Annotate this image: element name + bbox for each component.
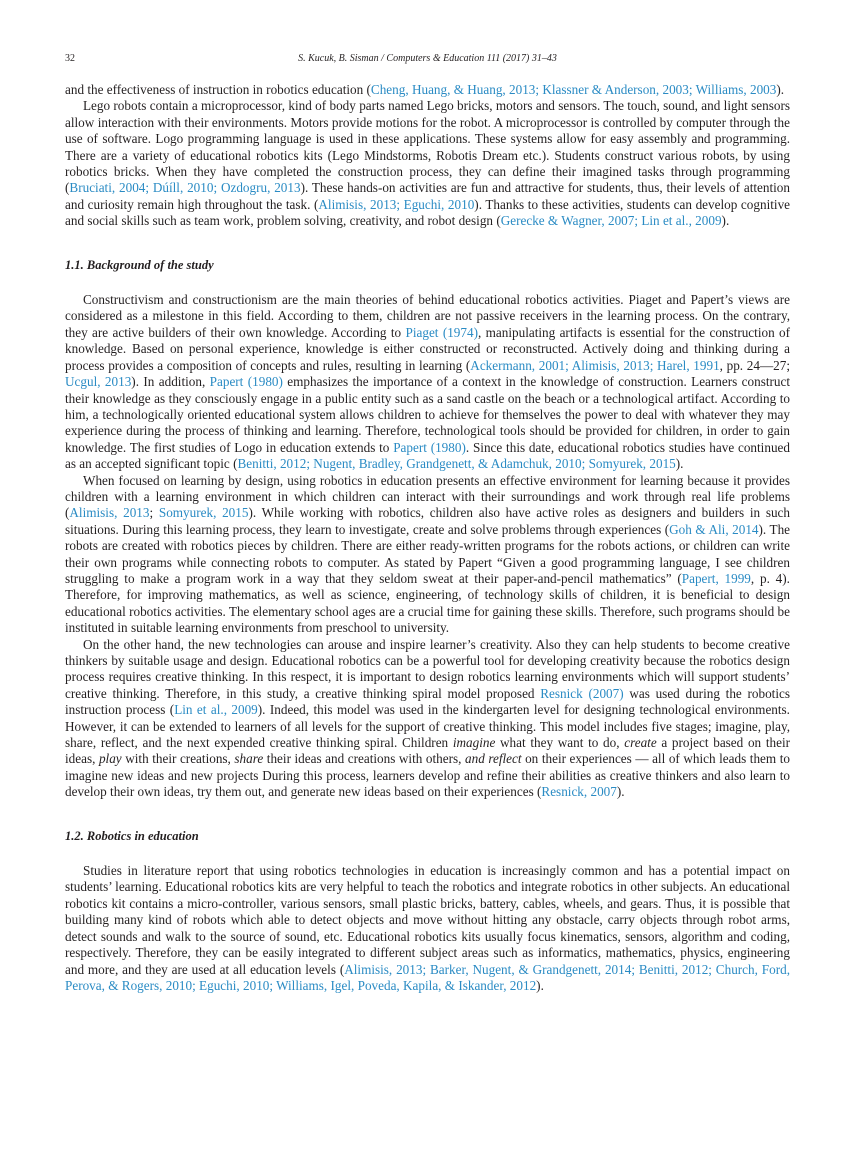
text-run: ). bbox=[776, 82, 785, 97]
text-run: and the effectiveness of instruction in robotics education ( bbox=[65, 82, 371, 97]
text-run: ). Indeed, this model was used in the kindergarten level for designing technological environments. However, it can be extended to learners of all levels for the support of creative thinking. This model includes five stages; imagine, play, share, reflect, and the next expended creative thinking spiral. Children bbox=[65, 702, 790, 751]
text-run: what they want to do, bbox=[495, 735, 625, 751]
citation-link[interactable]: Papert, 1999 bbox=[681, 570, 751, 586]
citation-link[interactable]: Resnick (2007) bbox=[540, 685, 624, 701]
text-run: a project based on their ideas, bbox=[65, 735, 790, 767]
text-run: ). While working with robotics, children also have active roles as designers and builders in such situations. During this learning process, they learn to investigate, create and solve problems through experiences ( bbox=[65, 505, 790, 537]
citation-link[interactable]: Bruciati, 2004; Dúíll, 2010; Ozdogru, 2013 bbox=[69, 180, 301, 196]
text-run: Studies in literature report that using robotics technologies in education is increasingly common and has a potential impact on students’ learning. Educational robotics kits are very helpful to teach the robotics and integrate robotics in other subjects. An educational robotics kit contains a micro-controller, various sensors, small plastic bricks, battery, cables, wheels, and gears. Thus, it is possible that building many kind of robots which able to detect objects and move without hitting any obstacle, carry objects through robot arms, detect sounds and walk to the source of sound, etc. Educational robotics kits usually focus kinematics, sensors, algorithm and coding, respectively. Therefore, they can be easily integrated to different subject areas such as informatics, mathematics, physics, engineering and more, and they are used at all education levels ( bbox=[65, 863, 790, 977]
text-run: , manipulating artifacts is essential for the construction of knowledge. Based on personal experience, knowledge is either constructed or reconstructed. Actively doing and thinking during a process provides a composition of concepts and rules, resulting in learning ( bbox=[65, 324, 791, 373]
text-run: On the other hand, the new technologies can arouse and inspire learner’s creativity. Also they can help students to become creative thinkers by suitable usage and design. Educational robotics can be a powerful tool for developing creativity because the robotics design process requires creative thinking. In this respect, it is important to design robotics learning environments which will support students’ creative thinking. Therefore, in this study, a creative thinking spiral model proposed bbox=[65, 636, 790, 701]
paragraph-continuation bbox=[65, 82, 790, 98]
citation-link[interactable]: Somyurek, 2015 bbox=[158, 505, 249, 521]
citation-link[interactable]: Papert (1980) bbox=[209, 374, 283, 390]
text-run: ). Thanks to these activities, students can develop cognitive and social skills such as team work, problem solving, creativity, and robot design ( bbox=[65, 196, 791, 229]
text-run: emphasizes the importance of a context in the knowledge of construction. Learners construct their knowledge as they consciously engage in a public entity such as a sand castle on the beach or a technological artifact. According to him, a technologically oriented educational system allows children to achieve for themselves the power to deal with whatever they may experience during the process of thinking and learning. Therefore, technological tools should be provided for children, in order to gain knowledge. The first studies of Logo in education extends to bbox=[65, 374, 790, 455]
paragraph-robotics-kits bbox=[65, 863, 790, 994]
citation-link[interactable]: Ucgul, 2013 bbox=[65, 374, 132, 390]
running-title: S. Kucuk, B. Sisman / Computers & Education 111 (2017) 31–43 bbox=[298, 53, 557, 64]
text-run: ; bbox=[149, 505, 159, 521]
text-run: , pp. 24—27; bbox=[719, 357, 790, 373]
section-heading-robotics-in-education: 1.2. Robotics in education bbox=[65, 828, 199, 843]
text-run: ). These hands-on activities are fun and attractive for students, thus, their levels of attention and curiosity remain high throughout the task. ( bbox=[65, 180, 790, 212]
paragraph-lego-robots bbox=[65, 98, 790, 229]
emphasis: play bbox=[98, 751, 122, 767]
text-run: ). bbox=[536, 977, 544, 993]
text-run: ). bbox=[721, 213, 730, 229]
emphasis: and reflect bbox=[465, 751, 522, 767]
citation-link[interactable]: Resnick, 2007 bbox=[541, 784, 617, 800]
citation-link[interactable]: Ackermann, 2001; Alimisis, 2013; Harel, 1991 bbox=[470, 357, 720, 373]
text-run: . Since this date, educational robotics studies have continued as an accepted significant topic ( bbox=[65, 439, 790, 472]
citation-link[interactable]: Papert (1980) bbox=[393, 439, 466, 455]
text-run: with their creations, bbox=[121, 751, 235, 767]
page-header bbox=[65, 53, 790, 67]
text-run: ). bbox=[616, 784, 625, 800]
text-run: on their experiences — all of which leads them to imagine new ideas and new projects During this process, learners develop and refine their abilities as creative thinkers and also learn to develop their own ideas, try them out, and generate new ideas based on their experiences ( bbox=[65, 751, 790, 800]
text-run: , p. 4). Therefore, for improving mathematics, as well as science, engineering, of technology skills of children, it is beneficial to design educational robotics activities. The elementary school ages are a crucial time for gaining these skills. Therefore, such programs should be instituted in suitable learning environments from preschool to university. bbox=[65, 570, 790, 636]
text-run: Lego robots contain a microprocessor, kind of body parts named Lego bricks, motors and sensors. The touch, sound, and light sensors allow interaction with their environments. Motors provide motions for the robot. A microprocessor is controlled by computer through the use of software. Logo programming language is used in these applications. These systems allow for easy assembly and programming. There are a variety of educational robotics kits (Lego Mindstorms, Robotis Dream etc.). Students construct various robots, by using robotics bricks. When they have completed the construction process, they can define their imagined tasks through programming ( bbox=[65, 98, 790, 196]
citation-link[interactable]: Piaget (1974) bbox=[405, 324, 478, 340]
page-number: 32 bbox=[65, 53, 75, 64]
text-run: ). bbox=[675, 456, 684, 472]
citation-link[interactable]: Lin et al., 2009 bbox=[174, 702, 258, 718]
citation-link[interactable]: Goh & Ali, 2014 bbox=[669, 521, 759, 537]
emphasis: create bbox=[624, 735, 657, 751]
citation-link[interactable]: Alimisis, 2013 bbox=[69, 505, 150, 521]
article-body bbox=[65, 82, 790, 994]
citation-link[interactable]: Alimisis, 2013; Eguchi, 2010 bbox=[318, 196, 475, 212]
text-run: When focused on learning by design, using robotics in education presents an effective environment for learning because it provides children with a learning environment in which children can interact with their surroundings and work through real life problems ( bbox=[65, 472, 790, 521]
text-run: their ideas and creations with others, bbox=[263, 751, 465, 767]
text-run: ). The robots are created with robotics pieces by children. There are either ready-written programs for the robots actions, or children can write their own programs while connecting robots to computer. As stated by Papert “Given a good programming language, I see children struggling to make a program work in a way that they seldom sweat at their paper-and-pencil mathematics” ( bbox=[65, 521, 791, 586]
paragraph-learning-by-design bbox=[65, 473, 790, 637]
citation-link[interactable]: Gerecke & Wagner, 2007; Lin et al., 2009 bbox=[500, 213, 722, 229]
section-heading-background: 1.1. Background of the study bbox=[65, 257, 214, 272]
text-run: was used during the robotics instruction process ( bbox=[65, 685, 790, 718]
text-run: Constructivism and constructionism are the main theories of behind educational robotics activities. Piaget and Papert’s views are considered as a milestone in this field. According to them, children are not passive receivers in the learning process. On the contrary, they are active builders of their own knowledge. According to bbox=[65, 292, 790, 340]
citation-link[interactable]: Alimisis, 2013; Barker, Nugent, & Grandgenett, 2014; Benitti, 2012; Church, Ford, Perova, & Rogers, 2010; Eguchi, 2010; Williams, Igel, Poveda, Kapila, & Iskander, 2012 bbox=[65, 961, 791, 993]
citation-link[interactable]: Benitti, 2012; Nugent, Bradley, Grandgenett, & Adamchuk, 2010; Somyurek, 2015 bbox=[237, 456, 676, 472]
paragraph-constructivism bbox=[65, 292, 790, 472]
paragraph-creativity bbox=[65, 637, 790, 801]
emphasis: imagine bbox=[452, 735, 496, 751]
citation-link[interactable]: Cheng, Huang, & Huang, 2013; Klassner & Anderson, 2003; Williams, 2003 bbox=[370, 82, 777, 97]
text-run: ). In addition, bbox=[131, 374, 210, 390]
emphasis: share bbox=[234, 751, 264, 767]
